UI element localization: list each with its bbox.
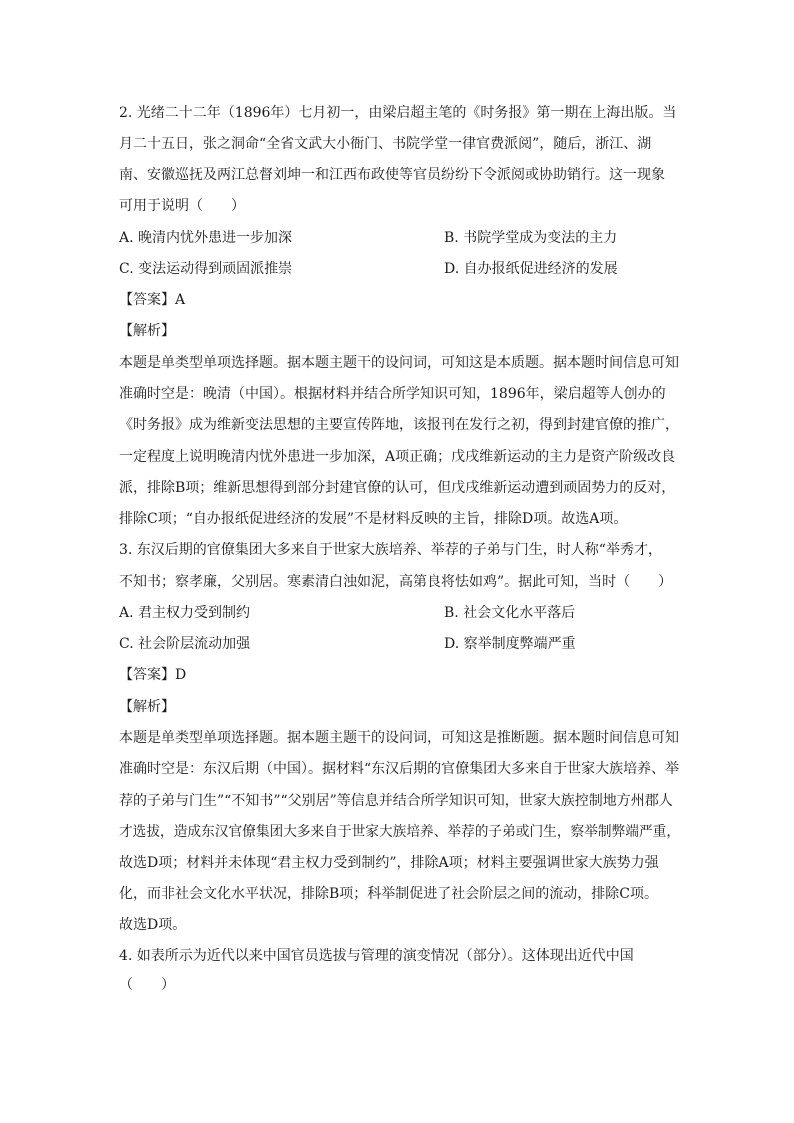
q3-option-a: A. 君主权力受到制约 bbox=[119, 605, 251, 621]
q3-analysis-line-1: 本题是单类型单项选择题。据本题主题干的设问词，可知这是推断题。据本题时间信息可知 bbox=[119, 730, 679, 746]
q3-option-b: B. 社会文化水平落后 bbox=[444, 605, 576, 621]
q3-analysis-line-4: 才选拔，造成东汉官僚集团大多来自于世家大族培养、举荐的子弟或门生，察举制弊端严重， bbox=[119, 824, 680, 840]
q2-option-a: A. 晚清内忧外患进一步加深 bbox=[119, 230, 293, 246]
q2-stem-line-1: 2. 光绪二十二年（1896年）七月初一，由梁启超主笔的《时务报》第一期在上海出版。当 bbox=[119, 105, 677, 121]
q2-analysis-label: 【解析】 bbox=[119, 323, 175, 339]
q4-stem-line-2: （ ） bbox=[119, 977, 175, 993]
q3-analysis-line-6: 化，而非社会文化水平状况，排除B项；科举制促进了社会阶层之间的流动，排除C项。 bbox=[119, 886, 658, 902]
q2-option-c: C. 变法运动得到顽固派推崇 bbox=[119, 261, 293, 277]
q3-answer: 【答案】D bbox=[119, 667, 187, 683]
q3-stem-line-2: 不知书；察孝廉，父别居。寒素清白浊如泥，高第良将怯如鸡”。据此可知，当时（ ） bbox=[119, 574, 673, 590]
q2-option-d: D. 自办报纸促进经济的发展 bbox=[444, 261, 618, 277]
q2-stem-line-3: 南、安徽巡抚及两江总督刘坤一和江西布政使等官员纷纷下令派阅或协助销行。这一现象 bbox=[119, 167, 665, 183]
q2-analysis-line-4: 一定程度上说明晚清内忧外患进一步加深，A项正确；戊戌维新运动的主力是资产阶级改良 bbox=[119, 449, 676, 465]
q2-analysis-line-5: 派，排除B项；维新思想得到部分封建官僚的认可，但戊戌维新运动遭到顽固势力的反对， bbox=[119, 480, 676, 496]
q3-analysis-line-3: 荐的子弟与门生”“不知书”“父别居”等信息并结合所学知识可知，世家大族控制地方州郡人 bbox=[119, 793, 673, 809]
q3-analysis-line-2: 准确时空是：东汉后期（中国）。据材料“东汉后期的官僚集团大多来自于世家大族培养、举 bbox=[119, 761, 680, 777]
q2-stem-line-2: 月二十五日，张之洞命“全省文武大小衙门、书院学堂一律官费派阅”，随后，浙江、湖 bbox=[119, 136, 652, 152]
q3-analysis-line-7: 故选D项。 bbox=[119, 917, 187, 933]
q2-analysis-line-6: 排除C项；“自办报纸促进经济的发展”不是材料反映的主旨，排除D项。故选A项。 bbox=[119, 511, 628, 527]
q4-stem-line-1: 4. 如表所示为近代以来中国官员选拔与管理的演变情况（部分）。这体现出近代中国 bbox=[119, 948, 634, 964]
q2-analysis-line-2: 准确时空是：晚清（中国）。根据材料并结合所学知识可知，1896年，梁启超等人创办的 bbox=[119, 386, 666, 402]
q2-answer: 【答案】A bbox=[119, 292, 186, 308]
q3-stem-line-1: 3. 东汉后期的官僚集团大多来自于世家大族培养、举荐的子弟与门生，时人称“举秀才， bbox=[119, 542, 662, 558]
q2-analysis-line-3: 《时务报》成为维新变法思想的主要宣传阵地，该报刊在发行之初，得到封建官僚的推广， bbox=[119, 417, 679, 433]
q3-option-c: C. 社会阶层流动加强 bbox=[119, 636, 251, 652]
q2-stem-line-4: 可用于说明（ ） bbox=[119, 198, 245, 214]
q3-option-d: D. 察举制度弊端严重 bbox=[444, 636, 576, 652]
q2-option-b: B. 书院学堂成为变法的主力 bbox=[444, 230, 618, 246]
q3-analysis-line-5: 故选D项；材料并未体现“君主权力受到制约”，排除A项；材料主要强调世家大族势力强 bbox=[119, 855, 659, 871]
q3-analysis-label: 【解析】 bbox=[119, 699, 175, 715]
q2-analysis-line-1: 本题是单类型单项选择题。据本题主题干的设问词，可知这是本质题。据本题时间信息可知 bbox=[119, 355, 679, 371]
